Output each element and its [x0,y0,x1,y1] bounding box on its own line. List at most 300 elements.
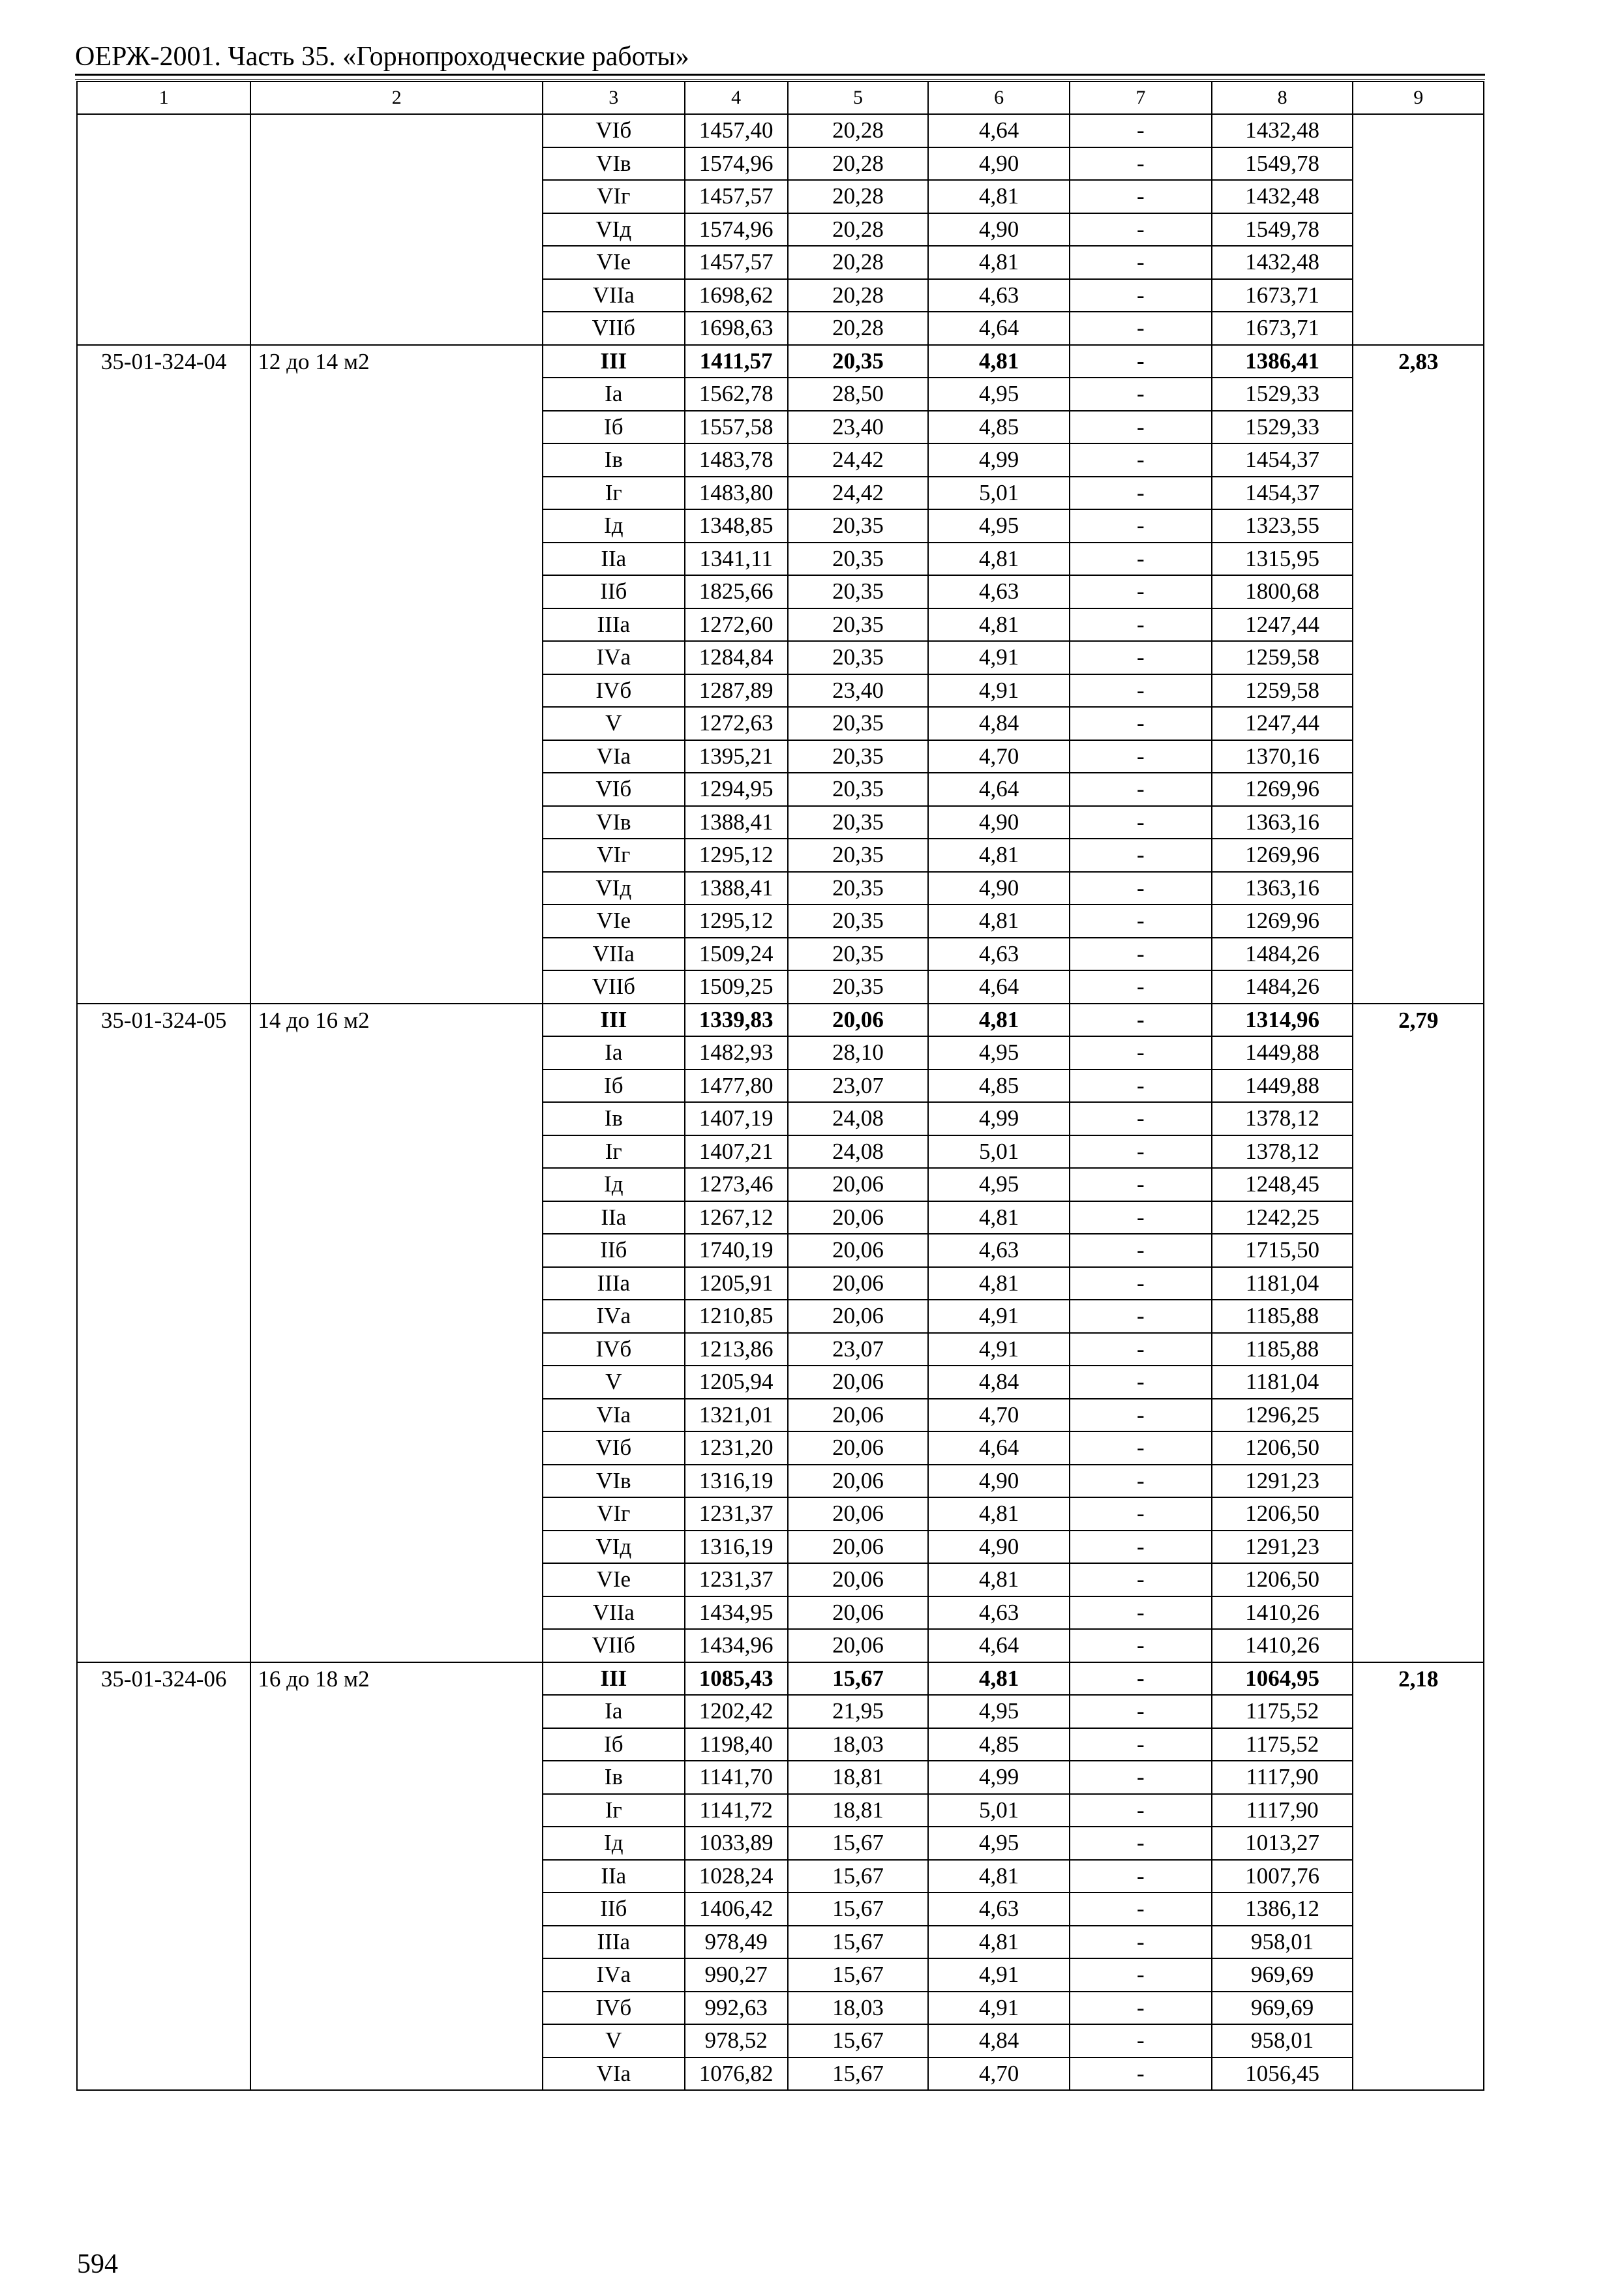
zone-cell: IVб [543,674,685,708]
column-number-cell: 7 [1070,82,1212,114]
total-cost-cell: 1213,86 [685,1333,788,1366]
materials-cell: 1432,48 [1212,180,1353,213]
zone-cell: III [543,345,685,378]
materials-cell: 1013,27 [1212,1827,1353,1860]
zone-cell: IIа [543,543,685,576]
materials-cell: 1378,12 [1212,1102,1353,1135]
drivers-wages-cell: - [1070,1531,1212,1564]
rate-code-cell: 35-01-324-05 [77,1004,250,1662]
drivers-wages-cell: - [1070,1662,1212,1696]
zone-cell: VIб [543,773,685,806]
zone-cell: Iв [543,1102,685,1135]
rate-code-cell [77,114,250,345]
zone-cell: Iа [543,1695,685,1728]
total-cost-cell: 1287,89 [685,674,788,708]
wages-cell: 24,08 [788,1135,929,1169]
zone-cell: VIв [543,147,685,181]
zone-cell: IIIа [543,608,685,642]
drivers-wages-cell: - [1070,740,1212,773]
machines-cell: 4,81 [928,905,1070,938]
machines-cell: 4,81 [928,1860,1070,1893]
total-cost-cell: 1434,96 [685,1629,788,1662]
machines-cell: 4,90 [928,147,1070,181]
wages-cell: 20,35 [788,806,929,839]
drivers-wages-cell: - [1070,575,1212,608]
drivers-wages-cell: - [1070,1596,1212,1630]
zone-cell: Iд [543,1168,685,1201]
materials-cell: 1363,16 [1212,806,1353,839]
wages-cell: 20,35 [788,608,929,642]
wages-cell: 23,07 [788,1070,929,1103]
machines-cell: 4,90 [928,213,1070,247]
zone-cell: VIг [543,1497,685,1531]
drivers-wages-cell: - [1070,1168,1212,1201]
drivers-wages-cell: - [1070,674,1212,708]
machines-cell: 4,99 [928,1761,1070,1794]
materials-cell: 1056,45 [1212,2057,1353,2091]
zone-cell: IVб [543,1333,685,1366]
drivers-wages-cell: - [1070,411,1212,444]
materials-cell: 1175,52 [1212,1728,1353,1761]
rate-code-cell: 35-01-324-06 [77,1662,250,2091]
total-cost-cell: 1348,85 [685,509,788,543]
total-cost-cell: 1395,21 [685,740,788,773]
total-cost-cell: 1085,43 [685,1662,788,1696]
machines-cell: 4,95 [928,378,1070,411]
zone-cell: Iд [543,1827,685,1860]
machines-cell: 4,81 [928,180,1070,213]
total-cost-cell: 978,52 [685,2024,788,2057]
machines-cell: 4,91 [928,641,1070,674]
total-cost-cell: 1272,60 [685,608,788,642]
drivers-wages-cell: - [1070,1958,1212,1992]
total-cost-cell: 1076,82 [685,2057,788,2091]
rates-table-body [77,82,1484,2090]
machines-cell: 4,81 [928,1004,1070,1037]
materials-cell: 1314,96 [1212,1004,1353,1037]
machines-cell: 4,81 [928,1267,1070,1300]
total-cost-cell: 1210,85 [685,1300,788,1333]
machines-cell: 4,64 [928,312,1070,345]
drivers-wages-cell: - [1070,345,1212,378]
machines-cell: 4,95 [928,1168,1070,1201]
materials-cell: 1315,95 [1212,543,1353,576]
wages-cell: 24,42 [788,443,929,477]
drivers-wages-cell: - [1070,1860,1212,1893]
drivers-wages-cell: - [1070,1629,1212,1662]
drivers-wages-cell: - [1070,378,1212,411]
total-cost-cell: 1205,91 [685,1267,788,1300]
wages-cell: 15,67 [788,1860,929,1893]
machines-cell: 4,81 [928,1926,1070,1959]
materials-cell: 969,69 [1212,1958,1353,1992]
total-cost-cell: 1557,58 [685,411,788,444]
total-cost-cell: 978,49 [685,1926,788,1959]
drivers-wages-cell: - [1070,1695,1212,1728]
materials-cell: 1363,16 [1212,872,1353,905]
machines-cell: 4,64 [928,773,1070,806]
wages-cell: 20,35 [788,707,929,740]
zone-cell: VIIа [543,938,685,971]
zone-cell: IIIа [543,1926,685,1959]
drivers-wages-cell: - [1070,1135,1212,1169]
wages-cell: 23,07 [788,1333,929,1366]
zone-cell: IVб [543,1992,685,2025]
materials-cell: 1117,90 [1212,1794,1353,1827]
zone-cell: IVа [543,641,685,674]
materials-cell: 1291,23 [1212,1531,1353,1564]
materials-cell: 1248,45 [1212,1168,1353,1201]
total-cost-cell: 1321,01 [685,1399,788,1432]
zone-cell: V [543,1366,685,1399]
materials-cell: 1269,96 [1212,773,1353,806]
zone-cell: Iб [543,411,685,444]
drivers-wages-cell: - [1070,543,1212,576]
total-cost-cell: 1295,12 [685,839,788,872]
wages-cell: 20,06 [788,1399,929,1432]
drivers-wages-cell: - [1070,1004,1212,1037]
total-cost-cell: 1482,93 [685,1036,788,1070]
column-number-cell: 8 [1212,82,1353,114]
page-header-title: ОЕРЖ-2001. Часть 35. «Горнопроходческие работы» [75,42,689,72]
drivers-wages-cell: - [1070,1036,1212,1070]
materials-cell: 1291,23 [1212,1465,1353,1498]
machines-cell: 4,64 [928,1629,1070,1662]
materials-cell: 1410,26 [1212,1629,1353,1662]
drivers-wages-cell: - [1070,938,1212,971]
rates-table [76,81,1484,2091]
zone-cell: VIд [543,213,685,247]
machines-cell: 4,63 [928,938,1070,971]
drivers-wages-cell: - [1070,1431,1212,1465]
materials-cell: 1296,25 [1212,1399,1353,1432]
materials-cell: 1673,71 [1212,312,1353,345]
wages-cell: 20,28 [788,147,929,181]
total-cost-cell: 1411,57 [685,345,788,378]
materials-cell: 1484,26 [1212,970,1353,1004]
materials-cell: 1454,37 [1212,443,1353,477]
machines-cell: 4,70 [928,1399,1070,1432]
materials-cell: 1449,88 [1212,1070,1353,1103]
materials-cell: 1449,88 [1212,1036,1353,1070]
wages-cell: 15,67 [788,1958,929,1992]
wages-cell: 20,06 [788,1431,929,1465]
zone-cell: V [543,2024,685,2057]
machines-cell: 4,95 [928,1036,1070,1070]
machines-cell: 4,70 [928,2057,1070,2091]
total-cost-cell: 1273,46 [685,1168,788,1201]
zone-cell: VIд [543,1531,685,1564]
machines-cell: 4,81 [928,1563,1070,1596]
column-number-cell: 6 [928,82,1070,114]
wages-cell: 20,35 [788,773,929,806]
drivers-wages-cell: - [1070,279,1212,312]
materials-cell: 1800,68 [1212,575,1353,608]
zone-cell: Iа [543,378,685,411]
materials-cell: 1432,48 [1212,114,1353,147]
page-number: 594 [77,2249,118,2279]
wages-cell: 20,06 [788,1168,929,1201]
drivers-wages-cell: - [1070,806,1212,839]
wages-cell: 20,28 [788,312,929,345]
wages-cell: 20,28 [788,180,929,213]
machines-cell: 4,99 [928,443,1070,477]
total-cost-cell: 1231,37 [685,1563,788,1596]
total-cost-cell: 1028,24 [685,1860,788,1893]
column-number-cell: 9 [1353,82,1484,114]
wages-cell: 28,50 [788,378,929,411]
wages-cell: 20,35 [788,970,929,1004]
drivers-wages-cell: - [1070,1992,1212,2025]
materials-cell: 1715,50 [1212,1234,1353,1267]
table-row [77,1004,1484,1037]
zone-cell: VIг [543,180,685,213]
total-cost-cell: 1509,25 [685,970,788,1004]
machines-cell: 4,84 [928,1366,1070,1399]
materials-cell: 1247,44 [1212,608,1353,642]
zone-cell: VIб [543,1431,685,1465]
total-cost-cell: 1141,72 [685,1794,788,1827]
zone-cell: VIIб [543,1629,685,1662]
materials-cell: 1386,41 [1212,345,1353,378]
drivers-wages-cell: - [1070,641,1212,674]
total-cost-cell: 1272,63 [685,707,788,740]
machines-cell: 4,84 [928,707,1070,740]
labor-coefficient-cell: 2,83 [1353,345,1484,1004]
drivers-wages-cell: - [1070,707,1212,740]
wages-cell: 20,06 [788,1629,929,1662]
drivers-wages-cell: - [1070,246,1212,279]
materials-cell: 958,01 [1212,2024,1353,2057]
wages-cell: 20,06 [788,1267,929,1300]
machines-cell: 5,01 [928,1794,1070,1827]
total-cost-cell: 1388,41 [685,872,788,905]
materials-cell: 969,69 [1212,1992,1353,2025]
machines-cell: 4,91 [928,1333,1070,1366]
materials-cell: 1378,12 [1212,1135,1353,1169]
drivers-wages-cell: - [1070,213,1212,247]
table-row [77,345,1484,378]
header-rule-thin [75,79,1485,80]
machines-cell: 4,81 [928,543,1070,576]
zone-cell: IIб [543,575,685,608]
zone-cell: IVа [543,1958,685,1992]
column-number-cell: 3 [543,82,685,114]
machines-cell: 5,01 [928,477,1070,510]
machines-cell: 4,64 [928,970,1070,1004]
drivers-wages-cell: - [1070,773,1212,806]
zone-cell: Iд [543,509,685,543]
total-cost-cell: 1825,66 [685,575,788,608]
wages-cell: 20,35 [788,938,929,971]
machines-cell: 4,81 [928,1201,1070,1234]
machines-cell: 4,63 [928,279,1070,312]
total-cost-cell: 1574,96 [685,147,788,181]
materials-cell: 1323,55 [1212,509,1353,543]
machines-cell: 4,64 [928,1431,1070,1465]
machines-cell: 4,63 [928,1234,1070,1267]
drivers-wages-cell: - [1070,443,1212,477]
zone-cell: VIа [543,1399,685,1432]
total-cost-cell: 1477,80 [685,1070,788,1103]
zone-cell: IVа [543,1300,685,1333]
wages-cell: 20,35 [788,839,929,872]
machines-cell: 4,81 [928,839,1070,872]
materials-cell: 1370,16 [1212,740,1353,773]
wages-cell: 24,08 [788,1102,929,1135]
zone-cell: VIIа [543,1596,685,1630]
materials-cell: 1206,50 [1212,1497,1353,1531]
zone-cell: IIб [543,1893,685,1926]
labor-coefficient-cell: 2,79 [1353,1004,1484,1662]
materials-cell: 1117,90 [1212,1761,1353,1794]
zone-cell: VIе [543,246,685,279]
drivers-wages-cell: - [1070,1333,1212,1366]
wages-cell: 21,95 [788,1695,929,1728]
wages-cell: 15,67 [788,1827,929,1860]
header-rule-thick [75,74,1485,76]
column-number-cell: 1 [77,82,250,114]
labor-coefficient-cell: 2,18 [1353,1662,1484,2091]
wages-cell: 20,35 [788,509,929,543]
total-cost-cell: 1202,42 [685,1695,788,1728]
machines-cell: 4,90 [928,806,1070,839]
machines-cell: 4,99 [928,1102,1070,1135]
total-cost-cell: 1284,84 [685,641,788,674]
wages-cell: 18,81 [788,1794,929,1827]
materials-cell: 1410,26 [1212,1596,1353,1630]
machines-cell: 4,91 [928,674,1070,708]
column-number-cell: 4 [685,82,788,114]
materials-cell: 1185,88 [1212,1333,1353,1366]
wages-cell: 20,35 [788,543,929,576]
materials-cell: 1206,50 [1212,1431,1353,1465]
total-cost-cell: 1574,96 [685,213,788,247]
materials-cell: 1386,12 [1212,1893,1353,1926]
machines-cell: 4,70 [928,740,1070,773]
labor-coefficient-cell [1353,114,1484,345]
zone-cell: Iа [543,1036,685,1070]
wages-cell: 20,35 [788,905,929,938]
zone-cell: VIIб [543,312,685,345]
zone-cell: V [543,707,685,740]
drivers-wages-cell: - [1070,1366,1212,1399]
zone-cell: VIб [543,114,685,147]
wages-cell: 15,67 [788,1893,929,1926]
total-cost-cell: 1434,95 [685,1596,788,1630]
zone-cell: III [543,1004,685,1037]
machines-cell: 4,63 [928,1596,1070,1630]
machines-cell: 4,85 [928,1070,1070,1103]
materials-cell: 1432,48 [1212,246,1353,279]
machines-cell: 4,81 [928,1662,1070,1696]
total-cost-cell: 992,63 [685,1992,788,2025]
materials-cell: 1259,58 [1212,674,1353,708]
machines-cell: 4,84 [928,2024,1070,2057]
drivers-wages-cell: - [1070,872,1212,905]
wages-cell: 20,28 [788,213,929,247]
total-cost-cell: 1698,62 [685,279,788,312]
materials-cell: 1269,96 [1212,905,1353,938]
total-cost-cell: 1341,11 [685,543,788,576]
wages-cell: 18,81 [788,1761,929,1794]
wages-cell: 20,35 [788,575,929,608]
drivers-wages-cell: - [1070,1465,1212,1498]
materials-cell: 958,01 [1212,1926,1353,1959]
materials-cell: 1673,71 [1212,279,1353,312]
drivers-wages-cell: - [1070,312,1212,345]
machines-cell: 4,95 [928,1695,1070,1728]
zone-cell: VIд [543,872,685,905]
total-cost-cell: 1231,20 [685,1431,788,1465]
zone-cell: Iб [543,1728,685,1761]
total-cost-cell: 1407,19 [685,1102,788,1135]
total-cost-cell: 1141,70 [685,1761,788,1794]
wages-cell: 20,28 [788,246,929,279]
total-cost-cell: 1295,12 [685,905,788,938]
machines-cell: 4,64 [928,114,1070,147]
zone-cell: VIIб [543,970,685,1004]
drivers-wages-cell: - [1070,1728,1212,1761]
wages-cell: 23,40 [788,411,929,444]
total-cost-cell: 1198,40 [685,1728,788,1761]
machines-cell: 4,85 [928,1728,1070,1761]
drivers-wages-cell: - [1070,147,1212,181]
drivers-wages-cell: - [1070,608,1212,642]
zone-cell: Iв [543,1761,685,1794]
rate-description-cell: 14 до 16 м2 [250,1004,543,1662]
wages-cell: 15,67 [788,1662,929,1696]
wages-cell: 24,42 [788,477,929,510]
table-row [77,114,1484,147]
total-cost-cell: 1698,63 [685,312,788,345]
machines-cell: 4,90 [928,1531,1070,1564]
machines-cell: 4,81 [928,1497,1070,1531]
machines-cell: 4,90 [928,1465,1070,1498]
drivers-wages-cell: - [1070,1300,1212,1333]
wages-cell: 15,67 [788,2024,929,2057]
wages-cell: 20,06 [788,1531,929,1564]
wages-cell: 15,67 [788,1926,929,1959]
drivers-wages-cell: - [1070,2024,1212,2057]
machines-cell: 4,91 [928,1992,1070,2025]
wages-cell: 15,67 [788,2057,929,2091]
machines-cell: 4,81 [928,246,1070,279]
zone-cell: Iб [543,1070,685,1103]
column-number-cell: 5 [788,82,929,114]
drivers-wages-cell: - [1070,839,1212,872]
drivers-wages-cell: - [1070,1201,1212,1234]
zone-cell: Iг [543,477,685,510]
wages-cell: 18,03 [788,1728,929,1761]
zone-cell: IIб [543,1234,685,1267]
total-cost-cell: 1509,24 [685,938,788,971]
materials-cell: 1269,96 [1212,839,1353,872]
drivers-wages-cell: - [1070,2057,1212,2091]
wages-cell: 20,06 [788,1596,929,1630]
rate-description-cell: 16 до 18 м2 [250,1662,543,2091]
drivers-wages-cell: - [1070,1563,1212,1596]
wages-cell: 20,06 [788,1563,929,1596]
materials-cell: 1529,33 [1212,411,1353,444]
zone-cell: VIг [543,839,685,872]
drivers-wages-cell: - [1070,180,1212,213]
machines-cell: 4,63 [928,575,1070,608]
drivers-wages-cell: - [1070,1399,1212,1432]
wages-cell: 20,06 [788,1300,929,1333]
machines-cell: 4,95 [928,509,1070,543]
materials-cell: 1549,78 [1212,213,1353,247]
